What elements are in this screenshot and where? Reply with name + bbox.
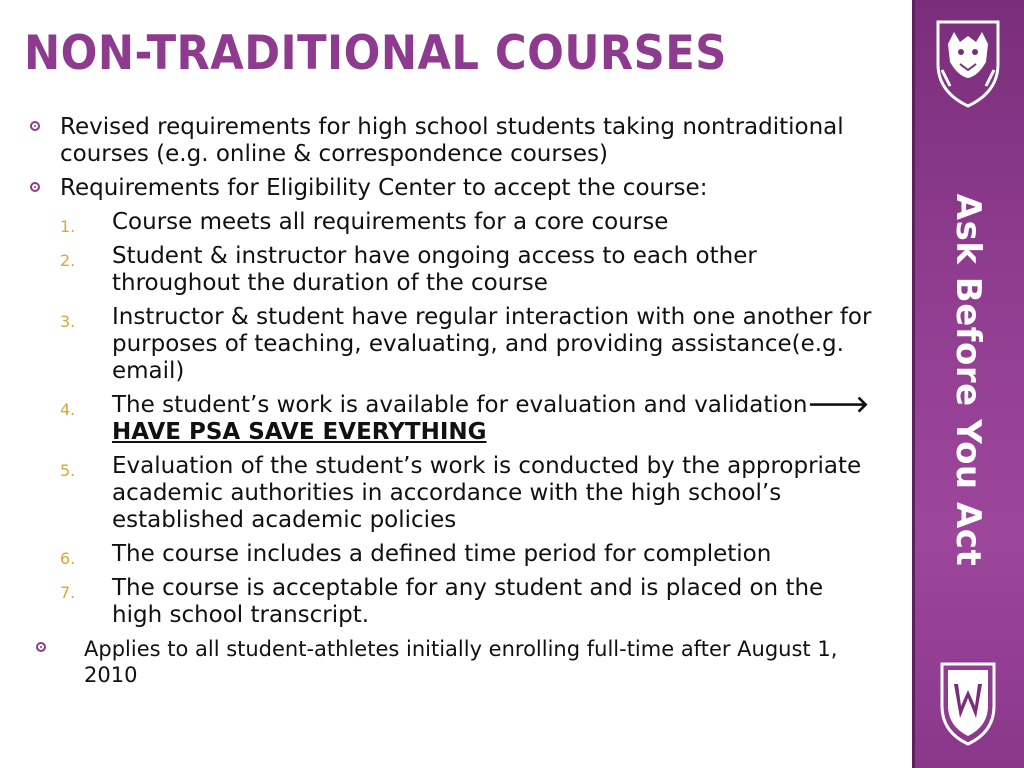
list-text: The course is acceptable for any student and is placed on the high school transcript. [112,575,824,628]
slide-content [28,114,878,688]
numbered-list [28,209,878,629]
slide-title: NON-TRADITIONAL COURSES [24,26,727,81]
list-number: 1. [60,217,76,236]
list-item [28,243,878,297]
bullet-text: Revised requirements for high school students taking nontraditional courses (e.g. online & correspondence courses) [60,114,844,167]
list-item [28,575,878,629]
list-text: Evaluation of the student’s work is conducted by the appropriate academic authorities in accordance with the high school’s established academic policies [112,453,862,533]
bullet-icon [36,642,46,652]
bullet-icon [30,121,40,131]
list-number: 5. [60,461,76,480]
list-number: 6. [60,549,76,568]
list-text: Student & instructor have ongoing access to each other throughout the duration of the course [112,243,757,296]
list-item [28,304,878,385]
emphasis-text: HAVE PSA SAVE EVERYTHING [112,419,487,445]
list-item [28,209,878,236]
list-item [28,392,878,446]
list-number: 4. [60,400,76,419]
bullet-text: Requirements for Eligibility Center to accept the course: [60,175,708,201]
sidebar-edge [912,0,915,768]
bullet-item [28,114,878,168]
sidebar-tagline: Ask Before You Act [948,193,988,567]
bullet-icon [30,182,40,192]
arrow-right-icon: 🡒 [807,392,870,418]
list-text: Course meets all requirements for a core course [112,209,669,235]
w-shield-icon [938,660,998,748]
list-text: The course includes a defined time period for completion [112,541,772,567]
list-number: 2. [60,251,76,270]
bullet-item [28,175,878,202]
list-number: 7. [60,583,76,602]
list-text: The student’s work is available for evaluation and validation [112,392,808,418]
list-item [28,541,878,568]
list-number: 3. [60,312,76,331]
list-text: Instructor & student have regular interaction with one another for purposes of teaching, evaluating, and providing assistance(e.g. email) [112,304,872,384]
bullet-item [28,636,878,688]
bullet-text: Applies to all student-athletes initially enrolling full-time after August 1, 2010 [84,637,838,687]
wildcat-shield-icon [932,14,1004,110]
list-item [28,453,878,534]
